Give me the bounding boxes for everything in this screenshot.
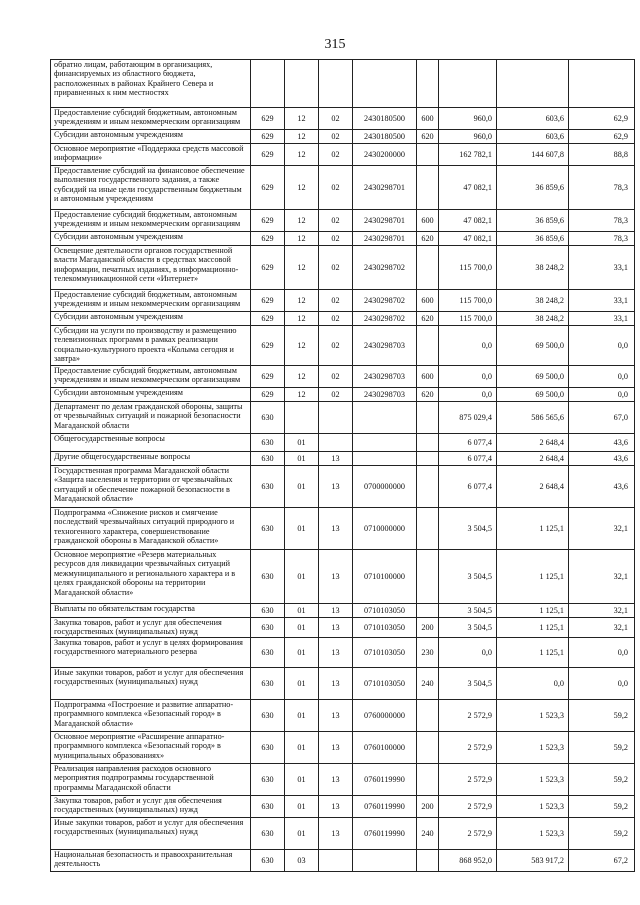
row-name: Государственная программа Магаданской области «Защита населения и территории от чрезвычайных ситуаций и обеспечение пожарной безопасности в Магаданской области» bbox=[51, 466, 251, 508]
subsection-code: 13 bbox=[319, 466, 353, 508]
row-name: Субсидии автономным учреждениям bbox=[51, 312, 251, 326]
budget-table bbox=[50, 59, 635, 872]
target-article-code: 0710103050 bbox=[353, 638, 417, 668]
actual-amount: 69 500,0 bbox=[497, 366, 569, 388]
row-name: Подпрограмма «Снижение рисков и смягчение последствий чрезвычайных ситуаций природного и техногенного характера, совершенствование гражданской обороны в Магаданской области» bbox=[51, 508, 251, 550]
table-row bbox=[51, 434, 635, 452]
execution-percent: 59,2 bbox=[569, 818, 635, 850]
section-code: 12 bbox=[285, 166, 319, 210]
expense-type-code bbox=[417, 700, 439, 732]
actual-amount: 1 125,1 bbox=[497, 638, 569, 668]
row-name: Субсидии на услуги по производству и размещению телевизионных программ в рамках реализации социально-культурного проекта «Колыма сегодня и завтра» bbox=[51, 326, 251, 366]
row-name: Подпрограмма «Построение и развитие аппаратно-программного комплекса «Безопасный город» в Магаданской области» bbox=[51, 700, 251, 732]
table-row bbox=[51, 144, 635, 166]
subsection-code: 02 bbox=[319, 210, 353, 232]
execution-percent: 62,9 bbox=[569, 108, 635, 130]
table-row bbox=[51, 618, 635, 638]
plan-amount: 3 504,5 bbox=[439, 618, 497, 638]
plan-amount: 3 504,5 bbox=[439, 508, 497, 550]
subsection-code bbox=[319, 434, 353, 452]
target-article-code: 2430200000 bbox=[353, 144, 417, 166]
ministry-code: 629 bbox=[251, 388, 285, 402]
plan-amount: 47 082,1 bbox=[439, 166, 497, 210]
section-code: 01 bbox=[285, 604, 319, 618]
row-name: Предоставление субсидий бюджетным, автономным учреждениям и иным некоммерческим организациям bbox=[51, 108, 251, 130]
row-name: Предоставление субсидий бюджетным, автономным учреждениям и иным некоммерческим организациям bbox=[51, 210, 251, 232]
ministry-code bbox=[251, 60, 285, 108]
table-row bbox=[51, 108, 635, 130]
expense-type-code bbox=[417, 508, 439, 550]
execution-percent: 32,1 bbox=[569, 508, 635, 550]
table-row bbox=[51, 466, 635, 508]
table-row bbox=[51, 166, 635, 210]
table-row bbox=[51, 366, 635, 388]
plan-amount: 0,0 bbox=[439, 326, 497, 366]
execution-percent: 43,6 bbox=[569, 452, 635, 466]
ministry-code: 630 bbox=[251, 700, 285, 732]
plan-amount: 3 504,5 bbox=[439, 550, 497, 604]
plan-amount: 0,0 bbox=[439, 388, 497, 402]
expense-type-code: 600 bbox=[417, 366, 439, 388]
section-code: 01 bbox=[285, 452, 319, 466]
target-article-code: 0760000000 bbox=[353, 700, 417, 732]
expense-type-code bbox=[417, 60, 439, 108]
execution-percent: 32,1 bbox=[569, 604, 635, 618]
ministry-code: 629 bbox=[251, 108, 285, 130]
actual-amount: 2 648,4 bbox=[497, 466, 569, 508]
expense-type-code bbox=[417, 452, 439, 466]
subsection-code: 13 bbox=[319, 638, 353, 668]
subsection-code: 02 bbox=[319, 312, 353, 326]
section-code: 12 bbox=[285, 366, 319, 388]
actual-amount: 1 523,3 bbox=[497, 764, 569, 796]
subsection-code: 13 bbox=[319, 732, 353, 764]
execution-percent: 62,9 bbox=[569, 130, 635, 144]
table-row bbox=[51, 638, 635, 668]
expense-type-code: 620 bbox=[417, 312, 439, 326]
target-article-code: 0710100000 bbox=[353, 550, 417, 604]
plan-amount bbox=[439, 60, 497, 108]
section-code: 01 bbox=[285, 508, 319, 550]
actual-amount: 36 859,6 bbox=[497, 166, 569, 210]
section-code: 01 bbox=[285, 466, 319, 508]
expense-type-code bbox=[417, 434, 439, 452]
plan-amount: 47 082,1 bbox=[439, 210, 497, 232]
row-name: Выплаты по обязательствам государства bbox=[51, 604, 251, 618]
row-name: Предоставление субсидий бюджетным, автономным учреждениям и иным некоммерческим организациям bbox=[51, 290, 251, 312]
row-name: Субсидии автономным учреждениям bbox=[51, 130, 251, 144]
ministry-code: 630 bbox=[251, 550, 285, 604]
expense-type-code bbox=[417, 466, 439, 508]
actual-amount: 1 125,1 bbox=[497, 550, 569, 604]
ministry-code: 630 bbox=[251, 466, 285, 508]
expense-type-code bbox=[417, 166, 439, 210]
page-number: 315 bbox=[324, 37, 346, 52]
ministry-code: 629 bbox=[251, 166, 285, 210]
target-article-code: 0760119990 bbox=[353, 796, 417, 818]
expense-type-code bbox=[417, 550, 439, 604]
plan-amount: 2 572,9 bbox=[439, 732, 497, 764]
plan-amount: 6 077,4 bbox=[439, 452, 497, 466]
ministry-code: 630 bbox=[251, 796, 285, 818]
expense-type-code bbox=[417, 850, 439, 872]
section-code: 12 bbox=[285, 210, 319, 232]
execution-percent: 33,1 bbox=[569, 246, 635, 290]
actual-amount: 2 648,4 bbox=[497, 452, 569, 466]
execution-percent bbox=[569, 60, 635, 108]
section-code: 01 bbox=[285, 668, 319, 700]
section-code: 12 bbox=[285, 232, 319, 246]
target-article-code: 2430298701 bbox=[353, 232, 417, 246]
expense-type-code: 200 bbox=[417, 796, 439, 818]
row-name: Предоставление субсидий бюджетным, автономным учреждениям и иным некоммерческим организациям bbox=[51, 366, 251, 388]
section-code: 12 bbox=[285, 130, 319, 144]
expense-type-code bbox=[417, 246, 439, 290]
ministry-code: 629 bbox=[251, 210, 285, 232]
row-name: Закупка товаров, работ и услуг для обеспечения государственных (муниципальных) нужд bbox=[51, 796, 251, 818]
plan-amount: 3 504,5 bbox=[439, 604, 497, 618]
target-article-code: 2430298703 bbox=[353, 366, 417, 388]
expense-type-code bbox=[417, 402, 439, 434]
plan-amount: 115 700,0 bbox=[439, 290, 497, 312]
subsection-code: 13 bbox=[319, 508, 353, 550]
execution-percent: 32,1 bbox=[569, 550, 635, 604]
actual-amount: 1 523,3 bbox=[497, 700, 569, 732]
execution-percent: 43,6 bbox=[569, 466, 635, 508]
expense-type-code: 240 bbox=[417, 818, 439, 850]
execution-percent: 0,0 bbox=[569, 366, 635, 388]
ministry-code: 629 bbox=[251, 130, 285, 144]
subsection-code: 13 bbox=[319, 618, 353, 638]
target-article-code: 2430298701 bbox=[353, 166, 417, 210]
section-code bbox=[285, 60, 319, 108]
target-article-code: 0710103050 bbox=[353, 604, 417, 618]
row-name: Предоставление субсидий на финансовое обеспечение выполнения государственного задания, а также субсидий на иные цели государственным бюджетным и автономным учреждениям bbox=[51, 166, 251, 210]
ministry-code: 630 bbox=[251, 618, 285, 638]
table-row bbox=[51, 796, 635, 818]
section-code: 12 bbox=[285, 290, 319, 312]
table-row bbox=[51, 604, 635, 618]
subsection-code: 13 bbox=[319, 796, 353, 818]
ministry-code: 630 bbox=[251, 850, 285, 872]
subsection-code: 02 bbox=[319, 130, 353, 144]
actual-amount: 38 248,2 bbox=[497, 312, 569, 326]
subsection-code: 02 bbox=[319, 388, 353, 402]
row-name: Общегосударственные вопросы bbox=[51, 434, 251, 452]
actual-amount: 0,0 bbox=[497, 668, 569, 700]
actual-amount: 586 565,6 bbox=[497, 402, 569, 434]
budget-table-body bbox=[51, 60, 635, 872]
plan-amount: 0,0 bbox=[439, 638, 497, 668]
actual-amount bbox=[497, 60, 569, 108]
execution-percent: 33,1 bbox=[569, 290, 635, 312]
ministry-code: 630 bbox=[251, 732, 285, 764]
expense-type-code: 600 bbox=[417, 290, 439, 312]
row-name: Закупка товаров, работ и услуг в целях формирования государственного материального резерва bbox=[51, 638, 251, 668]
subsection-code: 02 bbox=[319, 290, 353, 312]
subsection-code bbox=[319, 402, 353, 434]
subsection-code: 13 bbox=[319, 818, 353, 850]
table-row bbox=[51, 232, 635, 246]
row-name: Другие общегосударственные вопросы bbox=[51, 452, 251, 466]
table-row bbox=[51, 452, 635, 466]
section-code: 01 bbox=[285, 550, 319, 604]
section-code: 01 bbox=[285, 818, 319, 850]
section-code: 12 bbox=[285, 246, 319, 290]
execution-percent: 59,2 bbox=[569, 732, 635, 764]
ministry-code: 630 bbox=[251, 434, 285, 452]
execution-percent: 0,0 bbox=[569, 668, 635, 700]
subsection-code bbox=[319, 60, 353, 108]
actual-amount: 36 859,6 bbox=[497, 232, 569, 246]
section-code: 01 bbox=[285, 732, 319, 764]
execution-percent: 0,0 bbox=[569, 638, 635, 668]
plan-amount: 2 572,9 bbox=[439, 764, 497, 796]
row-name: Закупка товаров, работ и услуг для обеспечения государственных (муниципальных) нужд bbox=[51, 618, 251, 638]
subsection-code: 02 bbox=[319, 232, 353, 246]
ministry-code: 629 bbox=[251, 312, 285, 326]
table-row bbox=[51, 246, 635, 290]
plan-amount: 3 504,5 bbox=[439, 668, 497, 700]
row-name: Основное мероприятие «Поддержка средств массовой информации» bbox=[51, 144, 251, 166]
ministry-code: 629 bbox=[251, 290, 285, 312]
section-code: 12 bbox=[285, 312, 319, 326]
target-article-code bbox=[353, 850, 417, 872]
actual-amount: 1 523,3 bbox=[497, 818, 569, 850]
section-code: 12 bbox=[285, 108, 319, 130]
table-row bbox=[51, 732, 635, 764]
table-row bbox=[51, 60, 635, 108]
execution-percent: 88,8 bbox=[569, 144, 635, 166]
subsection-code: 13 bbox=[319, 550, 353, 604]
table-row bbox=[51, 312, 635, 326]
table-row bbox=[51, 850, 635, 872]
actual-amount: 1 125,1 bbox=[497, 618, 569, 638]
subsection-code: 02 bbox=[319, 166, 353, 210]
row-name: Основное мероприятие «Резерв материальных ресурсов для ликвидации чрезвычайных ситуаций межмуниципального и регионального характера и в целях гражданской обороны на территории Магаданской области» bbox=[51, 550, 251, 604]
expense-type-code bbox=[417, 604, 439, 618]
section-code: 01 bbox=[285, 434, 319, 452]
row-name: обратно лицам, работающим в организациях, финансируемых из областного бюджета, расположенных в районах Крайнего Севера и приравненных к ним местностях bbox=[51, 60, 251, 108]
target-article-code: 0700000000 bbox=[353, 466, 417, 508]
actual-amount: 603,6 bbox=[497, 130, 569, 144]
plan-amount: 115 700,0 bbox=[439, 246, 497, 290]
target-article-code bbox=[353, 434, 417, 452]
subsection-code: 13 bbox=[319, 452, 353, 466]
execution-percent: 0,0 bbox=[569, 326, 635, 366]
plan-amount: 6 077,4 bbox=[439, 434, 497, 452]
row-name: Национальная безопасность и правоохранительная деятельность bbox=[51, 850, 251, 872]
section-code: 12 bbox=[285, 388, 319, 402]
execution-percent: 33,1 bbox=[569, 312, 635, 326]
table-row bbox=[51, 402, 635, 434]
plan-amount: 2 572,9 bbox=[439, 818, 497, 850]
target-article-code: 2430298702 bbox=[353, 290, 417, 312]
expense-type-code: 620 bbox=[417, 388, 439, 402]
subsection-code: 13 bbox=[319, 764, 353, 796]
actual-amount: 144 607,8 bbox=[497, 144, 569, 166]
target-article-code: 2430298702 bbox=[353, 246, 417, 290]
plan-amount: 2 572,9 bbox=[439, 796, 497, 818]
execution-percent: 78,3 bbox=[569, 210, 635, 232]
section-code: 03 bbox=[285, 850, 319, 872]
plan-amount: 0,0 bbox=[439, 366, 497, 388]
ministry-code: 630 bbox=[251, 508, 285, 550]
plan-amount: 960,0 bbox=[439, 108, 497, 130]
expense-type-code bbox=[417, 732, 439, 764]
expense-type-code: 620 bbox=[417, 130, 439, 144]
row-name: Основное мероприятие «Расширение аппаратно-программного комплекса «Безопасный город» в муниципальных образованиях» bbox=[51, 732, 251, 764]
target-article-code: 2430298701 bbox=[353, 210, 417, 232]
plan-amount: 2 572,9 bbox=[439, 700, 497, 732]
table-row bbox=[51, 550, 635, 604]
ministry-code: 630 bbox=[251, 402, 285, 434]
row-name: Субсидии автономным учреждениям bbox=[51, 388, 251, 402]
actual-amount: 38 248,2 bbox=[497, 246, 569, 290]
plan-amount: 875 029,4 bbox=[439, 402, 497, 434]
execution-percent: 78,3 bbox=[569, 232, 635, 246]
target-article-code: 0760119990 bbox=[353, 818, 417, 850]
expense-type-code: 200 bbox=[417, 618, 439, 638]
execution-percent: 78,3 bbox=[569, 166, 635, 210]
table-row bbox=[51, 130, 635, 144]
plan-amount: 6 077,4 bbox=[439, 466, 497, 508]
actual-amount: 1 523,3 bbox=[497, 732, 569, 764]
plan-amount: 162 782,1 bbox=[439, 144, 497, 166]
expense-type-code bbox=[417, 764, 439, 796]
ministry-code: 629 bbox=[251, 144, 285, 166]
table-row bbox=[51, 508, 635, 550]
ministry-code: 630 bbox=[251, 452, 285, 466]
table-row bbox=[51, 668, 635, 700]
actual-amount: 1 523,3 bbox=[497, 796, 569, 818]
plan-amount: 868 952,0 bbox=[439, 850, 497, 872]
target-article-code bbox=[353, 402, 417, 434]
expense-type-code: 620 bbox=[417, 232, 439, 246]
actual-amount: 69 500,0 bbox=[497, 326, 569, 366]
expense-type-code: 600 bbox=[417, 108, 439, 130]
ministry-code: 629 bbox=[251, 326, 285, 366]
target-article-code: 0710103050 bbox=[353, 618, 417, 638]
actual-amount: 36 859,6 bbox=[497, 210, 569, 232]
subsection-code: 02 bbox=[319, 144, 353, 166]
execution-percent: 32,1 bbox=[569, 618, 635, 638]
target-article-code: 0710103050 bbox=[353, 668, 417, 700]
row-name: Субсидии автономным учреждениям bbox=[51, 232, 251, 246]
target-article-code bbox=[353, 452, 417, 466]
subsection-code: 02 bbox=[319, 326, 353, 366]
table-row bbox=[51, 326, 635, 366]
table-row bbox=[51, 210, 635, 232]
table-row bbox=[51, 818, 635, 850]
target-article-code: 0760100000 bbox=[353, 732, 417, 764]
section-code: 01 bbox=[285, 700, 319, 732]
row-name: Иные закупки товаров, работ и услуг для обеспечения государственных (муниципальных) нужд bbox=[51, 818, 251, 850]
ministry-code: 630 bbox=[251, 818, 285, 850]
row-name: Освещение деятельности органов государственной власти Магаданской области в средствах массовой информации, печатных изданиях, в информационно-телекоммуникационной сети «Интернет» bbox=[51, 246, 251, 290]
ministry-code: 630 bbox=[251, 604, 285, 618]
expense-type-code bbox=[417, 326, 439, 366]
subsection-code: 02 bbox=[319, 366, 353, 388]
actual-amount: 603,6 bbox=[497, 108, 569, 130]
ministry-code: 629 bbox=[251, 232, 285, 246]
row-name: Реализация направления расходов основного мероприятия подпрограммы государственной программы Магаданской области bbox=[51, 764, 251, 796]
table-row bbox=[51, 290, 635, 312]
execution-percent: 59,2 bbox=[569, 764, 635, 796]
ministry-code: 630 bbox=[251, 668, 285, 700]
ministry-code: 630 bbox=[251, 638, 285, 668]
table-row bbox=[51, 388, 635, 402]
expense-type-code: 240 bbox=[417, 668, 439, 700]
actual-amount: 2 648,4 bbox=[497, 434, 569, 452]
plan-amount: 960,0 bbox=[439, 130, 497, 144]
actual-amount: 38 248,2 bbox=[497, 290, 569, 312]
row-name: Департамент по делам гражданской обороны, защиты от чрезвычайных ситуаций и пожарной безопасности Магаданской области bbox=[51, 402, 251, 434]
section-code: 01 bbox=[285, 638, 319, 668]
subsection-code: 13 bbox=[319, 668, 353, 700]
actual-amount: 1 125,1 bbox=[497, 604, 569, 618]
actual-amount: 69 500,0 bbox=[497, 388, 569, 402]
actual-amount: 583 917,2 bbox=[497, 850, 569, 872]
section-code: 12 bbox=[285, 144, 319, 166]
target-article-code: 0760119990 bbox=[353, 764, 417, 796]
subsection-code: 02 bbox=[319, 108, 353, 130]
subsection-code: 13 bbox=[319, 700, 353, 732]
execution-percent: 59,2 bbox=[569, 796, 635, 818]
expense-type-code bbox=[417, 144, 439, 166]
plan-amount: 115 700,0 bbox=[439, 312, 497, 326]
expense-type-code: 230 bbox=[417, 638, 439, 668]
table-row bbox=[51, 700, 635, 732]
execution-percent: 43,6 bbox=[569, 434, 635, 452]
section-code: 01 bbox=[285, 618, 319, 638]
expense-type-code: 600 bbox=[417, 210, 439, 232]
section-code: 12 bbox=[285, 326, 319, 366]
target-article-code: 2430298702 bbox=[353, 312, 417, 326]
target-article-code: 2430298703 bbox=[353, 388, 417, 402]
subsection-code: 13 bbox=[319, 604, 353, 618]
row-name: Иные закупки товаров, работ и услуг для обеспечения государственных (муниципальных) нужд bbox=[51, 668, 251, 700]
plan-amount: 47 082,1 bbox=[439, 232, 497, 246]
section-code bbox=[285, 402, 319, 434]
execution-percent: 59,2 bbox=[569, 700, 635, 732]
section-code: 01 bbox=[285, 796, 319, 818]
execution-percent: 67,0 bbox=[569, 402, 635, 434]
actual-amount: 1 125,1 bbox=[497, 508, 569, 550]
target-article-code: 2430180500 bbox=[353, 130, 417, 144]
ministry-code: 630 bbox=[251, 764, 285, 796]
ministry-code: 629 bbox=[251, 366, 285, 388]
target-article-code: 0710000000 bbox=[353, 508, 417, 550]
execution-percent: 67,2 bbox=[569, 850, 635, 872]
table-row bbox=[51, 764, 635, 796]
ministry-code: 629 bbox=[251, 246, 285, 290]
execution-percent: 0,0 bbox=[569, 388, 635, 402]
target-article-code: 2430180500 bbox=[353, 108, 417, 130]
subsection-code: 02 bbox=[319, 246, 353, 290]
section-code: 01 bbox=[285, 764, 319, 796]
target-article-code bbox=[353, 60, 417, 108]
subsection-code bbox=[319, 850, 353, 872]
target-article-code: 2430298703 bbox=[353, 326, 417, 366]
